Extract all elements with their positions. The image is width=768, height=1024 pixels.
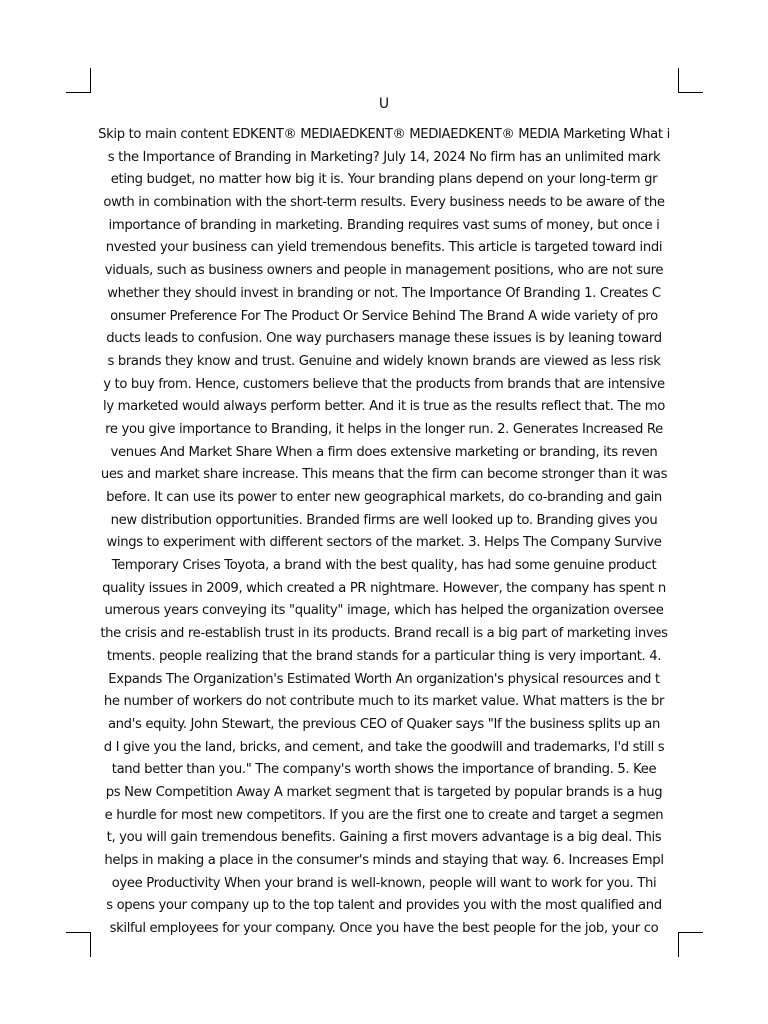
crop-mark-top-right (678, 68, 703, 93)
text-line: quality issues in 2009, which created a PR nightmare. However, the company has spent n (102, 580, 666, 596)
text-line: before. It can use its power to enter new geographical markets, do co-branding and gain (106, 490, 662, 505)
text-line: tments. people realizing that the brand stands for a particular thing is very important. 4. (106, 648, 662, 664)
text-line: d I give you the land, bricks, and cement, and take the goodwill and trademarks, I'd still s (103, 739, 665, 755)
text-line: t, you will gain tremendous benefits. Gaining a first movers advantage is a big deal. This (106, 830, 662, 846)
text-line: helps in making a place in the consumer's minds and staying that way. 6. Increases Empl (104, 853, 664, 868)
text-line: venues And Market Share When a firm does extensive marketing or branding, its reven (110, 444, 658, 460)
crop-mark-bottom-left (66, 932, 91, 957)
text-line: nvested your business can yield tremendous benefits. This article is targeted toward indi (105, 240, 663, 256)
text-line: onsumer Preference For The Product Or Service Behind The Brand A wide variety of pro (110, 308, 658, 324)
text-line: s the Importance of Branding in Marketing? July 14, 2024 No firm has an unlimited mark (107, 149, 661, 165)
text-line: importance of branding in marketing. Branding requires vast sums of money, but once i (108, 217, 660, 233)
text-line: umerous years conveying its "quality" image, which has helped the organization oversee (104, 603, 664, 619)
text-line: re you give importance to Branding, it helps in the longer run. 2. Generates Increased Re (105, 421, 663, 437)
page-marker: U (378, 96, 390, 112)
text-line: ps New Competition Away A market segment that is targeted by popular brands is a hug (105, 784, 663, 800)
text-line: s brands they know and trust. Genuine and widely known brands are viewed as less risk (107, 353, 661, 369)
text-line: owth in combination with the short-term results. Every business needs to be aware of the (103, 195, 665, 211)
article-body (90, 124, 678, 941)
text-line: e hurdle for most new competitors. If you are the first one to create and target a segmen (104, 807, 664, 823)
text-line: ducts leads to confusion. One way purchasers manage these issues is by leaning toward (106, 331, 662, 347)
text-line: Temporary Crises Toyota, a brand with the best quality, has had some genuine product (111, 558, 657, 574)
text-line: ly marketed would always perform better. And it is true as the results reflect that. The mo (103, 399, 665, 415)
text-line: the crisis and re-establish trust in its products. Brand recall is a big part of marketing inves (100, 626, 668, 642)
text-line: viduals, such as business owners and people in management positions, who are not sure (104, 263, 664, 279)
crop-mark-bottom-right (678, 932, 703, 957)
text-line: eting budget, no matter how big it is. Your branding plans depend on your long-term gr (110, 172, 658, 188)
text-line: whether they should invest in branding or not. The Importance Of Branding 1. Creates C (107, 285, 661, 301)
text-line: Expands The Organization's Estimated Worth An organization's physical resources and t (108, 671, 660, 687)
text-line: and's equity. John Stewart, the previous CEO of Quaker says "If the business splits up an (107, 716, 661, 732)
text-line: wings to experiment with different sectors of the market. 3. Helps The Company Survive (106, 535, 662, 551)
text-line: he number of workers do not contribute much to its market value. What matters is the br (103, 694, 665, 710)
text-line: new distribution opportunities. Branded firms are well looked up to. Branding gives you (110, 512, 658, 528)
text-line: skilful employees for your company. Once you have the best people for the job, your co (109, 921, 659, 937)
text-line: y to buy from. Hence, customers believe that the products from brands that are intensive (103, 376, 665, 392)
text-line: oyee Productivity When your brand is well-known, people will want to work for you. Thi (111, 875, 657, 891)
text-line: ues and market share increase. This means that the firm can become stronger than it was (100, 467, 668, 483)
text-line: s opens your company up to the top talent and provides you with the most qualified and (106, 898, 662, 914)
text-line: Skip to main content EDKENT® MEDIAEDKENT® MEDIAEDKENT® MEDIA Marketing What i (98, 127, 670, 142)
text-line: tand better than you." The company's worth shows the importance of branding. 5. Kee (111, 762, 657, 778)
crop-mark-top-left (66, 68, 91, 93)
